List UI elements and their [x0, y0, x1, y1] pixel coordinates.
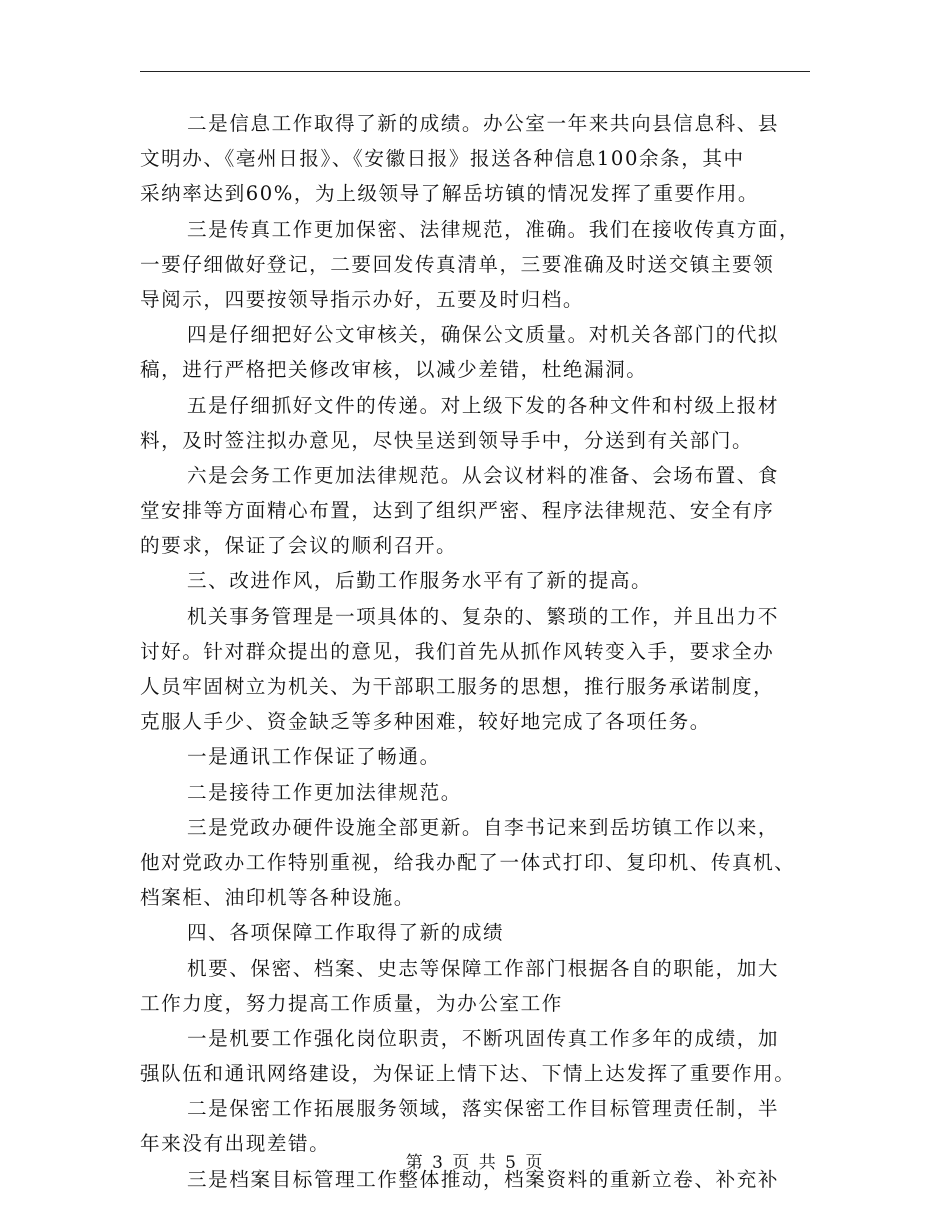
paragraph-line: 堂安排等方面精心布置，达到了组织严密、程序法律规范、安全有序: [140, 499, 775, 523]
body-text: [140, 106, 815, 1197]
paragraph-line: 一是机要工作强化岗位职责，不断巩固传真工作多年的成绩，加: [187, 1026, 780, 1050]
paragraph-line: 工作力度，努力提高工作质量，为办公室工作: [140, 991, 563, 1015]
paragraph-line: 克服人手少、资金缺乏等多种困难，较好地完成了各项任务。: [140, 710, 711, 734]
paragraph-line: 机关事务管理是一项具体的、复杂的、繁琐的工作，并且出力不: [187, 604, 780, 628]
paragraph-line: 一是通讯工作保证了畅通。: [187, 745, 441, 769]
paragraph-line: 机要、保密、档案、史志等保障工作部门根据各自的职能，加大: [187, 956, 780, 980]
paragraph-line: 采纳率达到60%，为上级领导了解岳坊镇的情况发挥了重要作用。: [140, 182, 760, 206]
paragraph-line: 导阅示，四要按领导指示办好，五要及时归档。: [140, 287, 585, 311]
paragraph-line: 档案柜、油印机等各种设施。: [140, 886, 415, 910]
paragraph-line: 料，及时签注拟办意见，尽快呈送到领导手中，分送到有关部门。: [140, 428, 754, 452]
section-heading: 三、改进作风，后勤工作服务水平有了新的提高。: [187, 569, 653, 593]
paragraph-line: 讨好。针对群众提出的意见，我们首先从抓作风转变入手，要求全办: [140, 639, 775, 663]
paragraph-line: 年来没有出现差错。: [140, 1132, 331, 1156]
paragraph-line: 四是仔细把好公文审核关，确保公文质量。对机关各部门的代拟: [187, 323, 780, 347]
paragraph-line: 二是保密工作拓展服务领域，落实保密工作目标管理责任制，半: [187, 1097, 780, 1121]
paragraph-line: 一要仔细做好登记，二要回发传真清单，三要准确及时送交镇主要领: [140, 252, 775, 276]
header-rule: [140, 71, 810, 72]
paragraph-line: 他对党政办工作特别重视，给我办配了一体式打印、复印机、传真机、: [140, 850, 796, 874]
paragraph-line: 三是党政办硬件设施全部更新。自李书记来到岳坊镇工作以来，: [187, 815, 780, 839]
paragraph-line: 文明办、《亳州日报》、《安徽日报》报送各种信息100余条，其中: [140, 147, 745, 171]
paragraph-line: 的要求，保证了会议的顺利召开。: [140, 534, 458, 558]
paragraph-line: 稿，进行严格把关修改审核，以减少差错，杜绝漏洞。: [140, 358, 648, 382]
paragraph-line: 人员牢固树立为机关、为干部职工服务的思想，推行服务承诺制度，: [140, 675, 775, 698]
paragraph-line: 三是档案目标管理工作整体推动，档案资料的重新立卷、补充补: [187, 1167, 780, 1191]
paragraph-line: 三是传真工作更加保密、法律规范，准确。我们在接收传真方面，: [187, 217, 801, 241]
paragraph-line: 六是会务工作更加法律规范。从会议材料的准备、会场布置、食: [187, 463, 780, 487]
paragraph-line: 二是信息工作取得了新的成绩。办公室一年来共向县信息科、县: [187, 112, 780, 135]
paragraph-line: 五是仔细抓好文件的传递。对上级下发的各种文件和村级上报材: [187, 393, 780, 417]
paragraph-line: 二是接待工作更加法律规范。: [187, 780, 462, 804]
page-number: 第 3 页 共 5 页: [405, 1153, 545, 1173]
section-heading: 四、各项保障工作取得了新的成绩: [187, 921, 505, 945]
paragraph-line: 强队伍和通讯网络建设，为保证上情下达、下情上达发挥了重要作用。: [140, 1062, 796, 1086]
